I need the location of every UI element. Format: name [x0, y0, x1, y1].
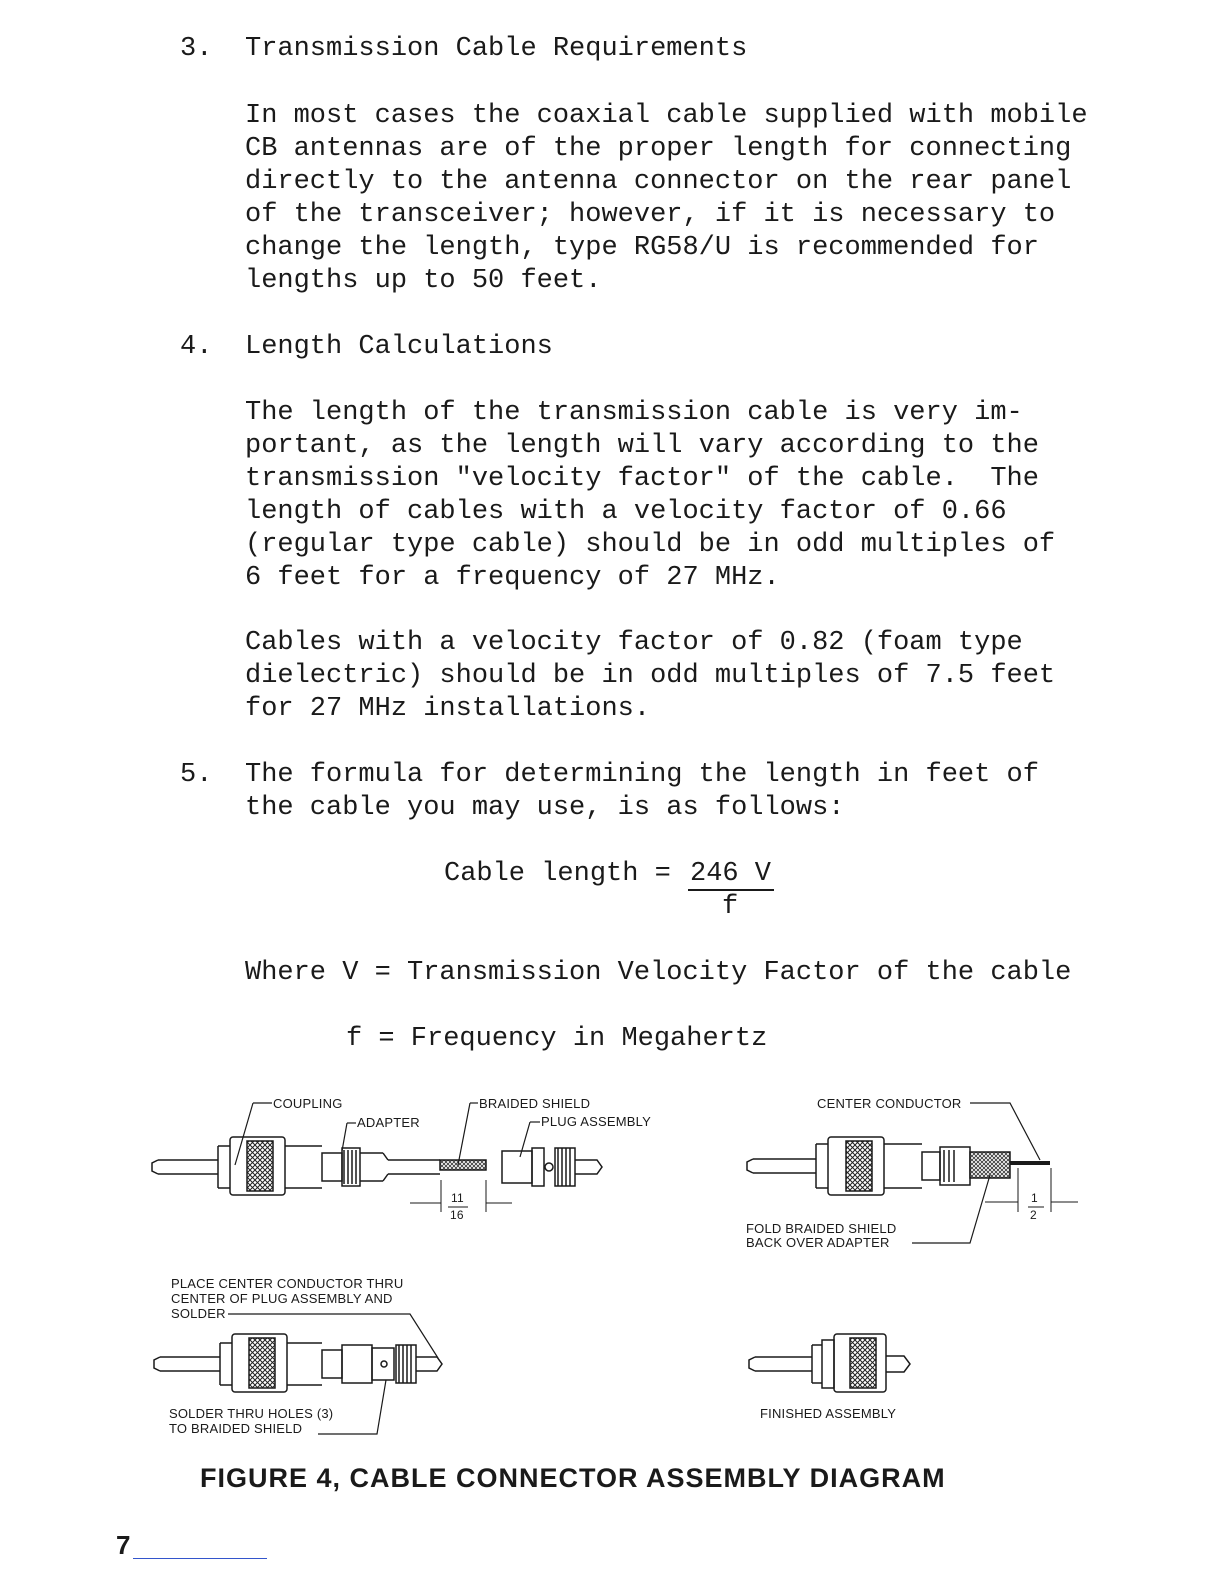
dimension-denominator: 16 — [450, 1208, 464, 1222]
label-braided-shield: BRAIDED SHIELD — [479, 1096, 591, 1111]
section-5-heading: The formula for determining the length in feet of — [245, 760, 1039, 790]
page-number-rule — [133, 1558, 267, 1559]
label-fold-shield-1: FOLD BRAIDED SHIELD — [746, 1221, 897, 1236]
label-solder-holes-1: SOLDER THRU HOLES (3) — [169, 1406, 334, 1421]
text-line: dielectric) should be in odd multiples of 7.5 feet — [245, 661, 1056, 691]
text-line: transmission "velocity factor" of the cable. The — [245, 464, 1039, 494]
formula-denominator: f — [722, 892, 739, 922]
label-coupling: COUPLING — [273, 1096, 343, 1111]
text-line: Cables with a velocity factor of 0.82 (foam type — [245, 628, 1023, 658]
label-solder-holes-2: TO BRAIDED SHIELD — [169, 1421, 303, 1436]
label-plug-assembly: PLUG ASSEMBLY — [541, 1114, 652, 1129]
text-line: The length of the transmission cable is very im- — [245, 398, 1023, 428]
text-line: length of cables with a velocity factor of 0.66 — [245, 497, 1007, 527]
label-place-conductor-3: SOLDER — [171, 1306, 226, 1321]
finished-assembly-drawing — [749, 1334, 910, 1392]
figure-caption: FIGURE 4, CABLE CONNECTOR ASSEMBLY DIAGRAM — [200, 1463, 946, 1493]
section-3-heading: Transmission Cable Requirements — [245, 34, 748, 64]
section-5-number: 5. — [180, 760, 213, 790]
dimension-b-numerator: 1 — [1031, 1191, 1038, 1205]
text-line: for 27 MHz installations. — [245, 694, 651, 724]
section-4-number: 4. — [180, 332, 213, 362]
where-f-definition: f = Frequency in Megahertz — [346, 1024, 768, 1054]
page-number: 7 — [116, 1530, 131, 1560]
formula-numerator: 246 V — [690, 859, 772, 889]
section-4-heading: Length Calculations — [245, 332, 553, 362]
label-finished-assembly: FINISHED ASSEMBLY — [760, 1406, 897, 1421]
text-line: directly to the antenna connector on the rear panel — [245, 167, 1072, 197]
section-5-continuation: the cable you may use, is as follows: — [245, 793, 845, 823]
label-place-conductor-1: PLACE CENTER CONDUCTOR THRU — [171, 1276, 404, 1291]
label-fold-shield-2: BACK OVER ADAPTER — [746, 1235, 890, 1250]
text-line: 6 feet for a frequency of 27 MHz. — [245, 563, 780, 593]
label-place-conductor-2: CENTER OF PLUG ASSEMBLY AND — [171, 1291, 393, 1306]
dimension-b-denominator: 2 — [1030, 1208, 1037, 1222]
dimension-numerator: 11 — [451, 1191, 464, 1205]
text-line: lengths up to 50 feet. — [245, 266, 602, 296]
text-line: In most cases the coaxial cable supplied with mobile — [245, 101, 1088, 131]
text-line: portant, as the length will vary according to the — [245, 431, 1039, 461]
text-line: (regular type cable) should be in odd multiples of — [245, 530, 1056, 560]
text-line: change the length, type RG58/U is recommended for — [245, 233, 1039, 263]
label-adapter: ADAPTER — [357, 1115, 420, 1130]
label-center-conductor: CENTER CONDUCTOR — [817, 1096, 962, 1111]
text-line: of the transceiver; however, if it is necessary to — [245, 200, 1056, 230]
formula-lhs: Cable length = — [444, 859, 671, 889]
section-3-number: 3. — [180, 34, 213, 64]
text-line: CB antennas are of the proper length for connecting — [245, 134, 1072, 164]
where-v-definition: Where V = Transmission Velocity Factor of the cable — [245, 958, 1072, 988]
